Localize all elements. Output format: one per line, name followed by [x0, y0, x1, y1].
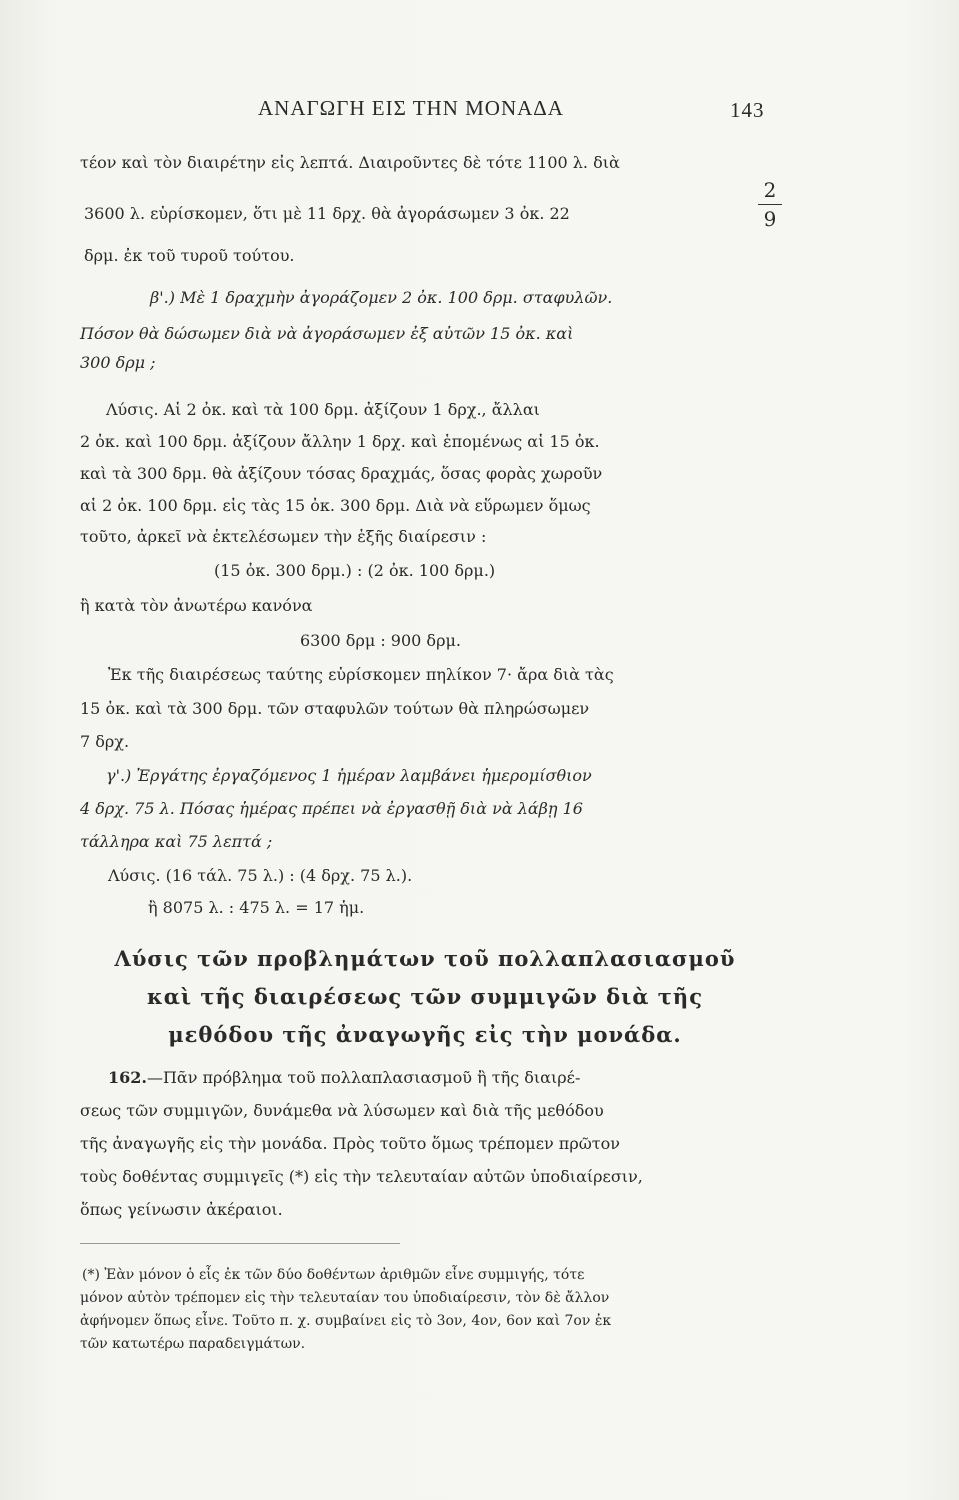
text-line: β'.) Μὲ 1 δραχμὴν ἀγοράζομεν 2 ὀκ. 100 δρμ. σταφυλῶν.	[150, 288, 613, 307]
footnote-line: τῶν κατωτέρω παραδειγμάτων.	[80, 1336, 306, 1352]
fraction-numerator: 2	[763, 178, 777, 202]
text-line: ὅπως γείνωσιν ἀκέραιοι.	[80, 1200, 283, 1219]
text-line: 300 δρμ ;	[80, 353, 156, 372]
text-line: τοῦτο, ἀρκεῖ νὰ ἐκτελέσωμεν τὴν ἑξῆς διαίρεσιν :	[80, 527, 487, 546]
running-title: ΑΝΑΓΩΓΗ ΕΙΣ ΤΗΝ ΜΟΝΑΔΑ	[258, 96, 564, 120]
text-line: ἢ κατὰ τὸν ἀνωτέρω κανόνα	[80, 596, 313, 615]
text-line: γ'.) Ἐργάτης ἐργαζόμενος 1 ἡμέραν λαμβάνει ἡμερομίσθιον	[106, 766, 592, 785]
text-line: αἱ 2 ὀκ. 100 δρμ. εἰς τὰς 15 ὀκ. 300 δρμ. Διὰ νὰ εὕρωμεν ὅμως	[80, 496, 591, 515]
text-line: καὶ τὰ 300 δρμ. θὰ ἀξίζουν τόσας δραχμάς, ὅσας φορὰς χωροῦν	[80, 464, 603, 483]
text-line: 3600 λ. εὑρίσκομεν, ὅτι μὲ 11 δρχ. θὰ ἀγοράσωμεν 3 ὀκ. 22	[84, 204, 570, 223]
text-line: τάλληρα καὶ 75 λεπτά ;	[80, 832, 273, 851]
fraction-bar	[758, 204, 782, 205]
text-line: δρμ. ἐκ τοῦ τυροῦ τούτου.	[84, 246, 295, 265]
section-first-line: —Πᾶν πρόβλημα τοῦ πολλαπλασιασμοῦ ἢ τῆς διαιρέ-	[146, 1068, 581, 1087]
footnote-line: (*) Ἐὰν μόνον ὁ εἷς ἐκ τῶν δύο δοθέντων ἀριθμῶν εἶνε συμμιγής, τότε	[82, 1267, 585, 1283]
text-line: 4 δρχ. 75 λ. Πόσας ἡμέρας πρέπει νὰ ἐργασθῇ διὰ νὰ λάβῃ 16	[80, 799, 583, 818]
heading-line: μεθόδου τῆς ἀναγωγῆς εἰς τὴν μονάδα.	[168, 1022, 682, 1047]
fraction-denominator: 9	[763, 207, 777, 231]
text-line: ἢ 8075 λ. : 475 λ. = 17 ἡμ.	[148, 898, 365, 917]
footnote-line: ἀφήνομεν ὅπως εἶνε. Τοῦτο π. χ. συμβαίνει εἰς τὸ 3ον, 4ον, 6ον καὶ 7ον ἐκ	[80, 1313, 612, 1329]
page-number: 143	[730, 98, 765, 122]
text-line: Πόσον θὰ δώσωμεν διὰ νὰ ἀγοράσωμεν ἐξ αὐτῶν 15 ὀκ. καὶ	[80, 324, 574, 343]
text-line: 15 ὀκ. καὶ τὰ 300 δρμ. τῶν σταφυλῶν τούτων θὰ πληρώσωμεν	[80, 699, 590, 718]
text-line: Λύσις. Αἱ 2 ὀκ. καὶ τὰ 100 δρμ. ἀξίζουν 1 δρχ., ἄλλαι	[106, 400, 540, 419]
text-line: 2 ὀκ. καὶ 100 δρμ. ἀξίζουν ἄλλην 1 δρχ. καὶ ἑπομένως αἱ 15 ὀκ.	[80, 432, 600, 451]
text-line	[108, 1070, 580, 1086]
text-line: Ἐκ τῆς διαιρέσεως ταύτης εὑρίσκομεν πηλίκον 7· ἄρα διὰ τὰς	[108, 665, 614, 684]
footnote-rule	[80, 1243, 400, 1244]
text-line: τοὺς δοθέντας συμμιγεῖς (*) εἰς τὴν τελευταίαν αὐτῶν ὑποδιαίρεσιν,	[80, 1167, 643, 1186]
text-line: Λύσις. (16 τάλ. 75 λ.) : (4 δρχ. 75 λ.).	[108, 866, 413, 885]
heading-line: Λύσις τῶν προβλημάτων τοῦ πολλαπλασιασμοῦ	[114, 946, 736, 971]
text-line: 7 δρχ.	[80, 732, 130, 751]
section-number: 162.	[108, 1068, 147, 1087]
text-line: τῆς ἀναγωγῆς εἰς τὴν μονάδα. Πρὸς τοῦτο ὅμως τρέπομεν πρῶτον	[80, 1134, 620, 1153]
text-line: 6300 δρμ : 900 δρμ.	[300, 631, 461, 650]
fraction	[758, 180, 782, 229]
text-line: (15 ὀκ. 300 δρμ.) : (2 ὀκ. 100 δρμ.)	[214, 561, 496, 580]
heading-line: καὶ τῆς διαιρέσεως τῶν συμμιγῶν διὰ τῆς	[147, 984, 703, 1009]
text-line: σεως τῶν συμμιγῶν, δυνάμεθα νὰ λύσωμεν καὶ διὰ τῆς μεθόδου	[80, 1101, 604, 1120]
footnote-line: μόνον αὐτὸν τρέπομεν εἰς τὴν τελευταίαν του ὑποδιαίρεσιν, τὸν δὲ ἄλλον	[80, 1290, 610, 1306]
text-line: τέον καὶ τὸν διαιρέτην εἰς λεπτά. Διαιροῦντες δὲ τότε 1100 λ. διὰ	[80, 153, 620, 172]
